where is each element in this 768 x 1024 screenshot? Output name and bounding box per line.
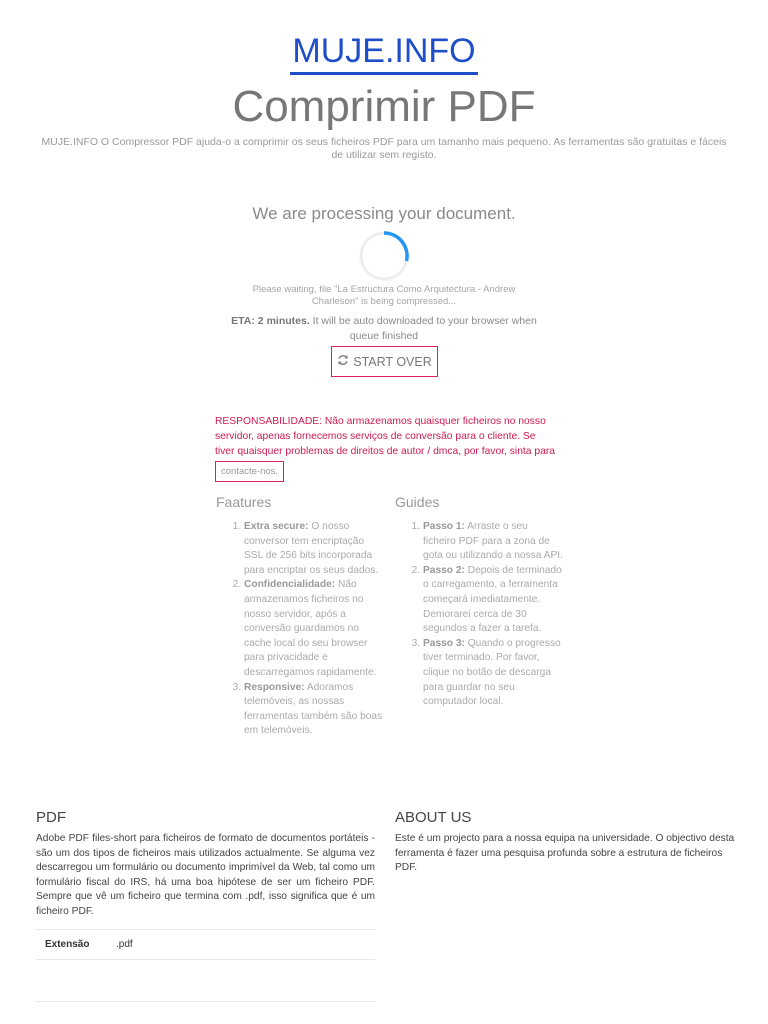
list-item bbox=[423, 520, 563, 564]
guide-text: Quando o progresso tiver terminado. Por favor, clique no botão de descarga para guardar no seu computador local. bbox=[423, 637, 561, 708]
list-item bbox=[244, 520, 384, 578]
feature-label: Confidencialidade: bbox=[244, 579, 336, 591]
eta-text: It will be auto downloaded to your browser when queue finished bbox=[309, 315, 537, 342]
guides-list bbox=[395, 520, 563, 710]
feature-label: Responsive: bbox=[244, 681, 305, 693]
about-text: Este é um projecto para a nossa equipa na universidade. O objectivo desta ferramenta é fazer uma pesquisa profunda sobre a estrutura de ficheiros PDF. bbox=[395, 833, 735, 873]
features-title: Faatures bbox=[216, 494, 272, 510]
guide-text: Depois de terminado o carregamento, a ferramenta começará imediatamente. Demorarei cerca de 30 segundos a fazer a tarefa. bbox=[423, 564, 562, 635]
guides-title: Guides bbox=[395, 494, 440, 510]
list-item bbox=[244, 681, 384, 739]
guide-label: Passo 3: bbox=[423, 637, 465, 649]
disclaimer bbox=[215, 414, 555, 482]
intro-text: MUJE.INFO O Compressor PDF ajuda-o a comprimir os seus ficheiros PDF para um tamanho mais pequeno. As ferramentas são gratuitas e fáceis de utilizar sem registo. bbox=[41, 136, 727, 161]
feature-text: Adoramos telemóveis, as nossas ferramentas também são boas em telemóveis. bbox=[244, 681, 383, 737]
pdf-section-title: PDF bbox=[36, 809, 66, 826]
guide-label: Passo 2: bbox=[423, 564, 465, 576]
table-row bbox=[36, 929, 375, 960]
feature-text: Não armazenamos ficheiros no nosso servidor, após a conversão guardamos no cache local do seu browser para privacidade e descarregamos rapidamente. bbox=[244, 579, 377, 678]
start-over-button[interactable] bbox=[331, 346, 438, 377]
pdf-section-text: Adobe PDF files-short para ficheiros de formato de documentos portáteis - são um dos tipos de ficheiros mais utilizados actualmente. Se alguma vez descarregou um formulário ou documento imprimível da Web, tal como um formulário fiscal do IRS, há uma boa hipótese de ser um ficheiro PDF. Sempre que vê um ficheiro que termina com .pdf, isso significa que é um ficheiro PDF. bbox=[36, 833, 375, 917]
extension-table bbox=[36, 929, 375, 960]
start-over-label: START OVER bbox=[353, 354, 432, 369]
feature-text: O nosso conversor tem encriptação SSL de 256 bits incorporada para encriptar os seus dados. bbox=[244, 521, 379, 576]
about-title: ABOUT US bbox=[395, 809, 472, 826]
features-list bbox=[216, 520, 384, 739]
page-title: Comprimir PDF bbox=[232, 82, 536, 131]
extension-value: .pdf bbox=[116, 939, 133, 950]
processing-title: We are processing your document. bbox=[252, 204, 516, 223]
contact-link[interactable]: contacte-nos. bbox=[215, 461, 284, 482]
disclaimer-text: RESPONSABILIDADE: Não armazenamos quaisquer ficheiros no nosso servidor, apenas fornecemos serviços de conversão para o cliente. Se tiver quaisquer problemas de direitos de autor / dmca, por favor, sinta para bbox=[215, 416, 555, 457]
refresh-icon bbox=[337, 354, 349, 369]
list-item bbox=[423, 564, 563, 637]
divider bbox=[36, 1001, 375, 1002]
loading-spinner-icon bbox=[358, 230, 410, 282]
waiting-message: Please waiting, file "La Estructura Como Arquitectura - Andrew Charleson" is being compressed... bbox=[252, 284, 516, 307]
extension-key: Extensão bbox=[45, 939, 90, 950]
guide-label: Passo 1: bbox=[423, 521, 465, 532]
feature-label: Extra secure: bbox=[244, 521, 309, 532]
list-item bbox=[423, 637, 563, 710]
guide-text: Arraste o seu ficheiro PDF para a zona de gota ou utilizando a nossa API. bbox=[423, 521, 563, 562]
site-logo[interactable] bbox=[0, 32, 768, 71]
eta-label: ETA: 2 minutes. bbox=[231, 315, 310, 327]
list-item bbox=[244, 578, 384, 680]
site-logo-text[interactable]: MUJE.INFO bbox=[290, 32, 477, 75]
eta-message bbox=[224, 314, 544, 344]
